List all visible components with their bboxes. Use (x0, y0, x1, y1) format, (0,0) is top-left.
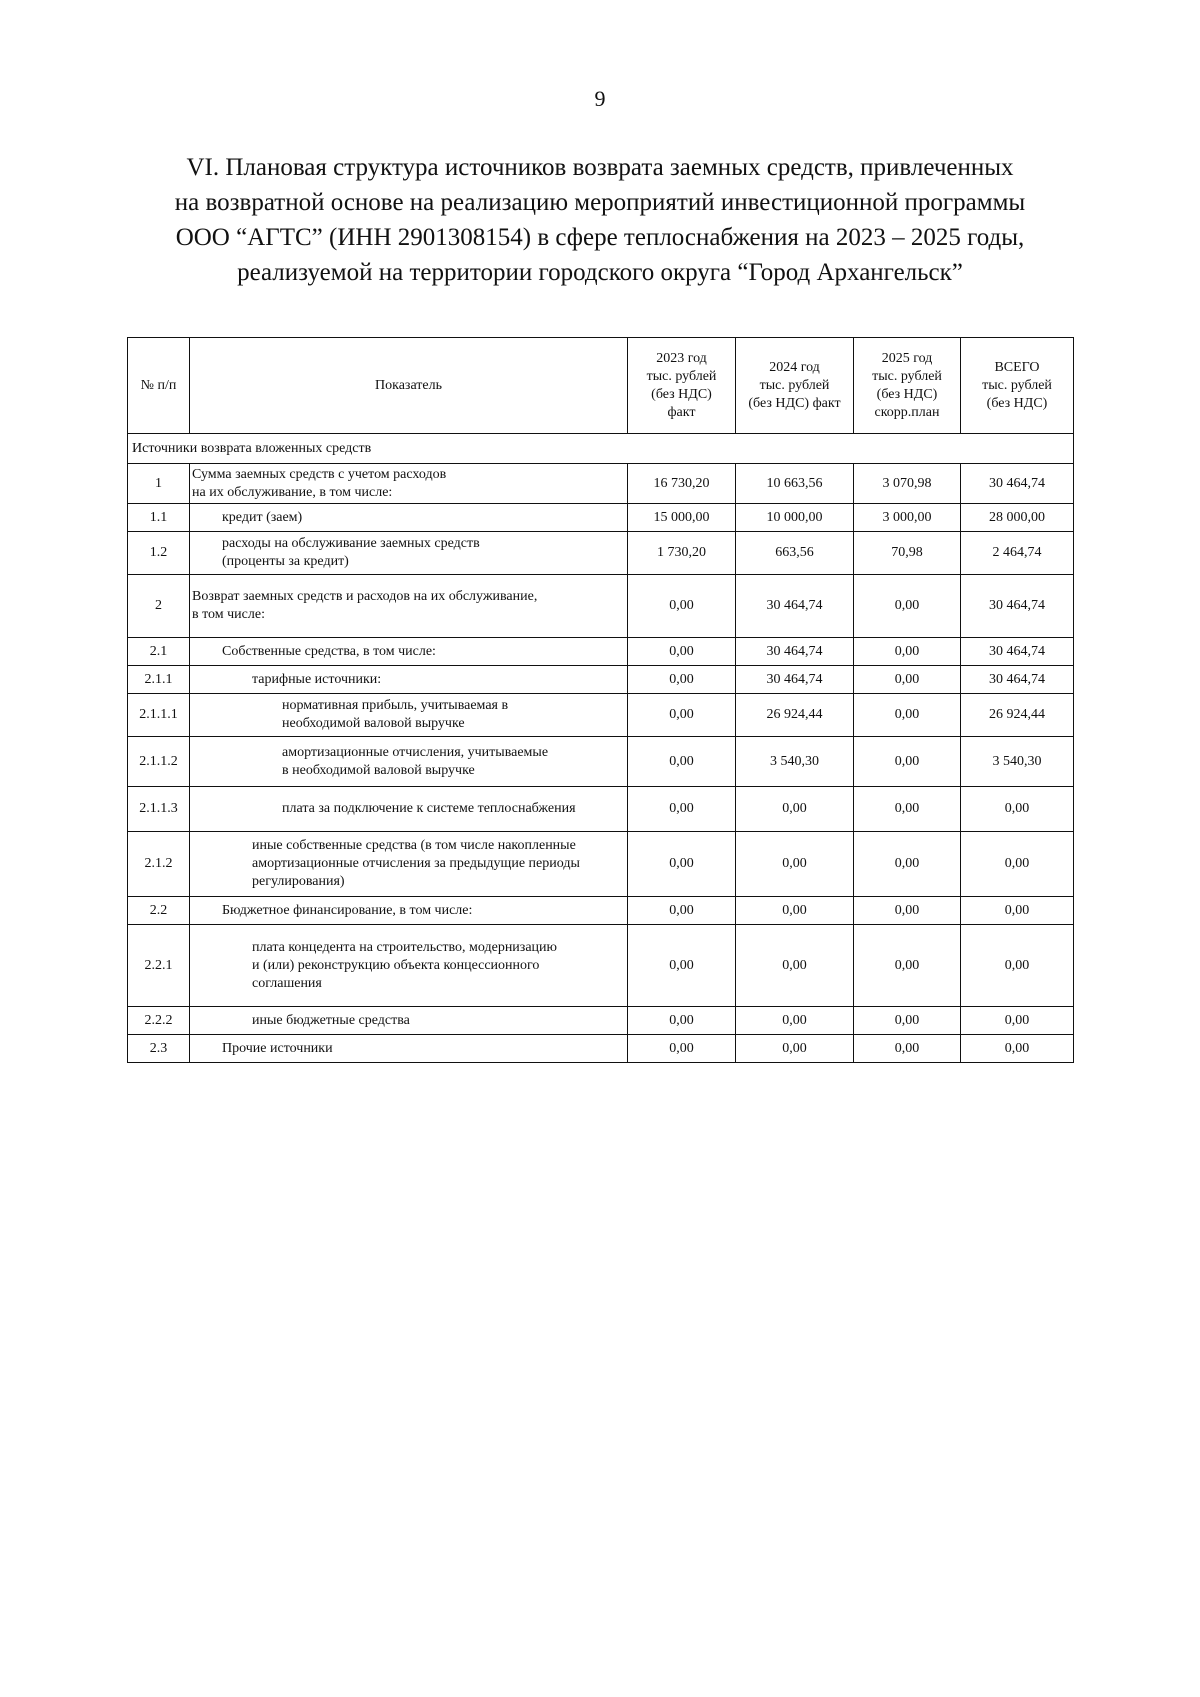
value-y2024: 0,00 (736, 787, 854, 832)
document-title (100, 150, 1100, 290)
indicator-line: соглашения (252, 975, 322, 991)
value-y2023: 1 730,20 (628, 532, 736, 575)
table-row (128, 925, 1074, 1007)
value-y2025: 0,00 (854, 1007, 961, 1035)
table-row (128, 666, 1074, 694)
row-number: 2.3 (128, 1035, 190, 1063)
table-row (128, 532, 1074, 575)
indicator-line: нормативная прибыль, учитываемая в (282, 698, 509, 713)
value-y2023: 0,00 (628, 787, 736, 832)
indicator-line: иные собственные средства (в том числе накопленные (252, 838, 576, 853)
value-total: 30 464,74 (961, 575, 1074, 638)
header-line: ВСЕГО (994, 359, 1040, 375)
table-row (128, 694, 1074, 737)
title-line: реализуемой на территории городского округа “Город Архангельск” (237, 259, 963, 286)
header-line: тыс. рублей (759, 377, 830, 393)
row-number: 1 (128, 464, 190, 504)
header-total (961, 338, 1074, 434)
value-total: 30 464,74 (961, 666, 1074, 694)
row-number: 2.1.1 (128, 666, 190, 694)
value-y2025: 0,00 (854, 575, 961, 638)
row-indicator (190, 464, 628, 504)
row-number: 2.2.1 (128, 925, 190, 1007)
value-y2023: 0,00 (628, 925, 736, 1007)
section-row (128, 434, 1074, 464)
value-total: 30 464,74 (961, 464, 1074, 504)
title-line: ООО “АГТС” (ИНН 2901308154) в сфере теплоснабжения на 2023 – 2025 годы, (175, 224, 1025, 251)
value-y2024: 10 663,56 (736, 464, 854, 504)
indicator-line: на их обслуживание, в том числе: (192, 484, 393, 500)
row-number: 1.1 (128, 504, 190, 532)
value-total: 0,00 (961, 1007, 1074, 1035)
value-y2025: 3 000,00 (854, 504, 961, 532)
indicator-line: в том числе: (192, 607, 265, 622)
header-line: 2023 год (656, 350, 707, 366)
table-row (128, 787, 1074, 832)
value-y2024: 30 464,74 (736, 638, 854, 666)
header-line: (без НДС) (986, 395, 1048, 411)
value-total: 0,00 (961, 897, 1074, 925)
header-name: Показатель (190, 338, 628, 434)
table-row (128, 575, 1074, 638)
indicator-line: плата концедента на строительство, модернизацию (252, 939, 557, 955)
row-indicator (190, 575, 628, 638)
row-indicator (190, 925, 628, 1007)
indicator-line: Собственные средства, в том числе: (222, 643, 436, 659)
value-y2023: 0,00 (628, 575, 736, 638)
indicator-line: амортизационные отчисления, учитываемые (282, 744, 549, 760)
indicator-line: Бюджетное финансирование, в том числе: (222, 902, 473, 918)
value-y2023: 0,00 (628, 666, 736, 694)
indicator-line: Возврат заемных средств и расходов на их обслуживание, (192, 589, 538, 604)
row-indicator (190, 1035, 628, 1063)
row-number: 2.1.1.2 (128, 737, 190, 787)
row-number: 2.2.2 (128, 1007, 190, 1035)
row-indicator (190, 787, 628, 832)
table-row (128, 504, 1074, 532)
value-y2025: 0,00 (854, 1035, 961, 1063)
row-indicator (190, 897, 628, 925)
value-y2024: 0,00 (736, 925, 854, 1007)
value-total: 0,00 (961, 832, 1074, 897)
row-number: 2 (128, 575, 190, 638)
header-line: тыс. рублей (646, 368, 717, 384)
indicator-line: Сумма заемных средств с учетом расходов (192, 466, 447, 482)
value-y2023: 0,00 (628, 694, 736, 737)
row-number: 1.2 (128, 532, 190, 575)
value-y2024: 0,00 (736, 897, 854, 925)
value-y2023: 0,00 (628, 832, 736, 897)
header-2025 (854, 338, 961, 434)
indicator-line: необходимой валовой выручке (282, 716, 465, 731)
value-total: 26 924,44 (961, 694, 1074, 737)
header-line: (без НДС) (876, 386, 938, 402)
value-y2025: 3 070,98 (854, 464, 961, 504)
indicator-line: плата за подключение к системе теплоснабжения (282, 801, 576, 816)
indicator-line: и (или) реконструкцию объекта концессионного (252, 957, 540, 973)
row-indicator (190, 532, 628, 575)
indicator-line: тарифные источники: (252, 671, 382, 687)
value-y2023: 0,00 (628, 737, 736, 787)
value-total: 2 464,74 (961, 532, 1074, 575)
header-line: 2024 год (769, 359, 820, 375)
indicator-line: иные бюджетные средства (252, 1012, 410, 1028)
sources-table (127, 337, 1074, 1063)
indicator-line: (проценты за кредит) (222, 554, 349, 569)
row-indicator (190, 504, 628, 532)
value-y2024: 663,56 (736, 532, 854, 575)
value-y2025: 0,00 (854, 925, 961, 1007)
page-number: 9 (594, 86, 606, 111)
header-line: 2025 год (881, 350, 933, 366)
value-y2024: 30 464,74 (736, 666, 854, 694)
value-y2024: 0,00 (736, 1007, 854, 1035)
value-total: 0,00 (961, 1035, 1074, 1063)
indicator-line: амортизационные отчисления за предыдущие периоды (252, 856, 580, 871)
header-line: (без НДС) факт (748, 395, 841, 411)
header-line: тыс. рублей (982, 377, 1052, 393)
value-total: 0,00 (961, 787, 1074, 832)
row-indicator (190, 666, 628, 694)
header-line: факт (667, 404, 696, 420)
indicator-line: Прочие источники (222, 1040, 333, 1056)
value-y2025: 0,00 (854, 897, 961, 925)
header-num: № п/п (128, 338, 190, 434)
value-y2023: 0,00 (628, 1035, 736, 1063)
value-y2024: 26 924,44 (736, 694, 854, 737)
header-2023 (628, 338, 736, 434)
table-row (128, 737, 1074, 787)
value-y2023: 0,00 (628, 1007, 736, 1035)
row-number: 2.1.2 (128, 832, 190, 897)
section-title: Источники возврата вложенных средств (128, 434, 1074, 464)
value-y2023: 16 730,20 (628, 464, 736, 504)
header-row (128, 338, 1074, 434)
row-indicator (190, 638, 628, 666)
title-line: VI. Плановая структура источников возврата заемных средств, привлеченных (186, 154, 1014, 181)
value-total: 28 000,00 (961, 504, 1074, 532)
row-number: 2.1.1.1 (128, 694, 190, 737)
value-y2025: 70,98 (854, 532, 961, 575)
header-line: скорр.план (874, 404, 940, 420)
value-y2024: 30 464,74 (736, 575, 854, 638)
value-y2023: 15 000,00 (628, 504, 736, 532)
table-row (128, 464, 1074, 504)
value-total: 0,00 (961, 925, 1074, 1007)
header-2024 (736, 338, 854, 434)
header-line: тыс. рублей (872, 368, 942, 384)
title-line: на возвратной основе на реализацию мероприятий инвестиционной программы (174, 189, 1026, 216)
table-row (128, 1035, 1074, 1063)
indicator-line: кредит (заем) (222, 509, 303, 525)
value-y2025: 0,00 (854, 832, 961, 897)
indicator-line: расходы на обслуживание заемных средств (222, 536, 480, 551)
header-line: (без НДС) (651, 386, 712, 402)
value-y2024: 0,00 (736, 832, 854, 897)
row-number: 2.2 (128, 897, 190, 925)
value-y2025: 0,00 (854, 638, 961, 666)
value-y2025: 0,00 (854, 694, 961, 737)
indicator-line: регулирования) (252, 874, 345, 889)
row-indicator (190, 1007, 628, 1035)
table-row (128, 638, 1074, 666)
table-row (128, 832, 1074, 897)
value-y2024: 10 000,00 (736, 504, 854, 532)
row-indicator (190, 832, 628, 897)
row-number: 2.1.1.3 (128, 787, 190, 832)
value-y2025: 0,00 (854, 666, 961, 694)
value-y2023: 0,00 (628, 897, 736, 925)
value-y2025: 0,00 (854, 737, 961, 787)
value-y2024: 0,00 (736, 1035, 854, 1063)
row-number: 2.1 (128, 638, 190, 666)
value-y2023: 0,00 (628, 638, 736, 666)
row-indicator (190, 737, 628, 787)
indicator-line: в необходимой валовой выручке (282, 762, 475, 778)
value-y2025: 0,00 (854, 787, 961, 832)
table-row (128, 897, 1074, 925)
row-indicator (190, 694, 628, 737)
value-total: 3 540,30 (961, 737, 1074, 787)
table-row (128, 1007, 1074, 1035)
value-total: 30 464,74 (961, 638, 1074, 666)
value-y2024: 3 540,30 (736, 737, 854, 787)
